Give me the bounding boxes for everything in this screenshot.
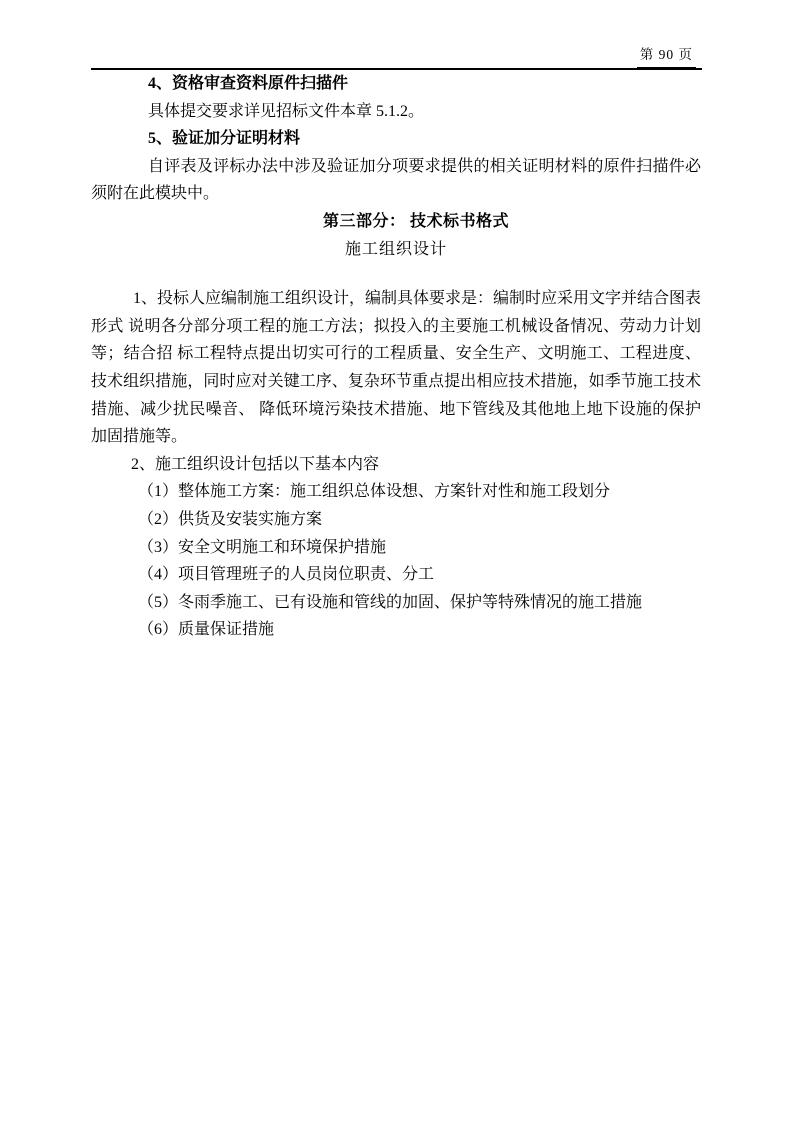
paragraph-section-5: 自评表及评标办法中涉及验证加分项要求提供的相关证明材料的原件扫描件必须附在此模块中。 <box>91 157 701 203</box>
page-number: 第 90 页 <box>637 46 696 69</box>
list-item-3: （3）安全文明施工和环境保护措施 <box>138 538 387 556</box>
list-item-1: （1）整体施工方案：施工组织总体设想、方案针对性和施工段划分 <box>138 483 611 501</box>
list-item-4: （4）项目管理班子的人员岗位职责、分工 <box>138 566 435 584</box>
construction-design-subtitle: 施工组织设计 <box>344 240 447 258</box>
document-body <box>91 70 701 644</box>
part-three-title: 第三部分： 技术标书格式 <box>322 212 509 230</box>
list-item-6: （6）质量保证措施 <box>138 621 275 639</box>
list-item-5: （5）冬雨季施工、已有设施和管线的加固、保护等特殊情况的施工措施 <box>138 593 643 611</box>
heading-section-5: 5、验证加分证明材料 <box>148 130 301 148</box>
paragraph-2-contents-intro: 2、施工组织设计包括以下基本内容 <box>131 455 380 473</box>
paragraph-1-requirements: 1、投标人应编制施工组织设计，编制具体要求是：编制时应采用文字并结合图表形式 说明各分部分项工程的施工方法；拟投入的主要施工机械设备情况、劳动力计划等；结合招 标工程特点提出切实可行的工程质量、安全生产、文明施工、工程进度、技术组织措施，同时应对关键工序、复杂环节重点提出相应技术措施，如季节施工技术措施、减少扰民噪音、 降低环境污染技术措施、地下管线及其他地上地下设施的保护加固措施等。 <box>91 290 702 446</box>
page-header <box>91 0 702 70</box>
list-item-2: （2）供货及安装实施方案 <box>138 510 323 528</box>
paragraph-section-4: 具体提交要求详见招标文件本章 5.1.2。 <box>148 102 425 120</box>
heading-section-4: 4、资格审查资料原件扫描件 <box>148 75 349 92</box>
